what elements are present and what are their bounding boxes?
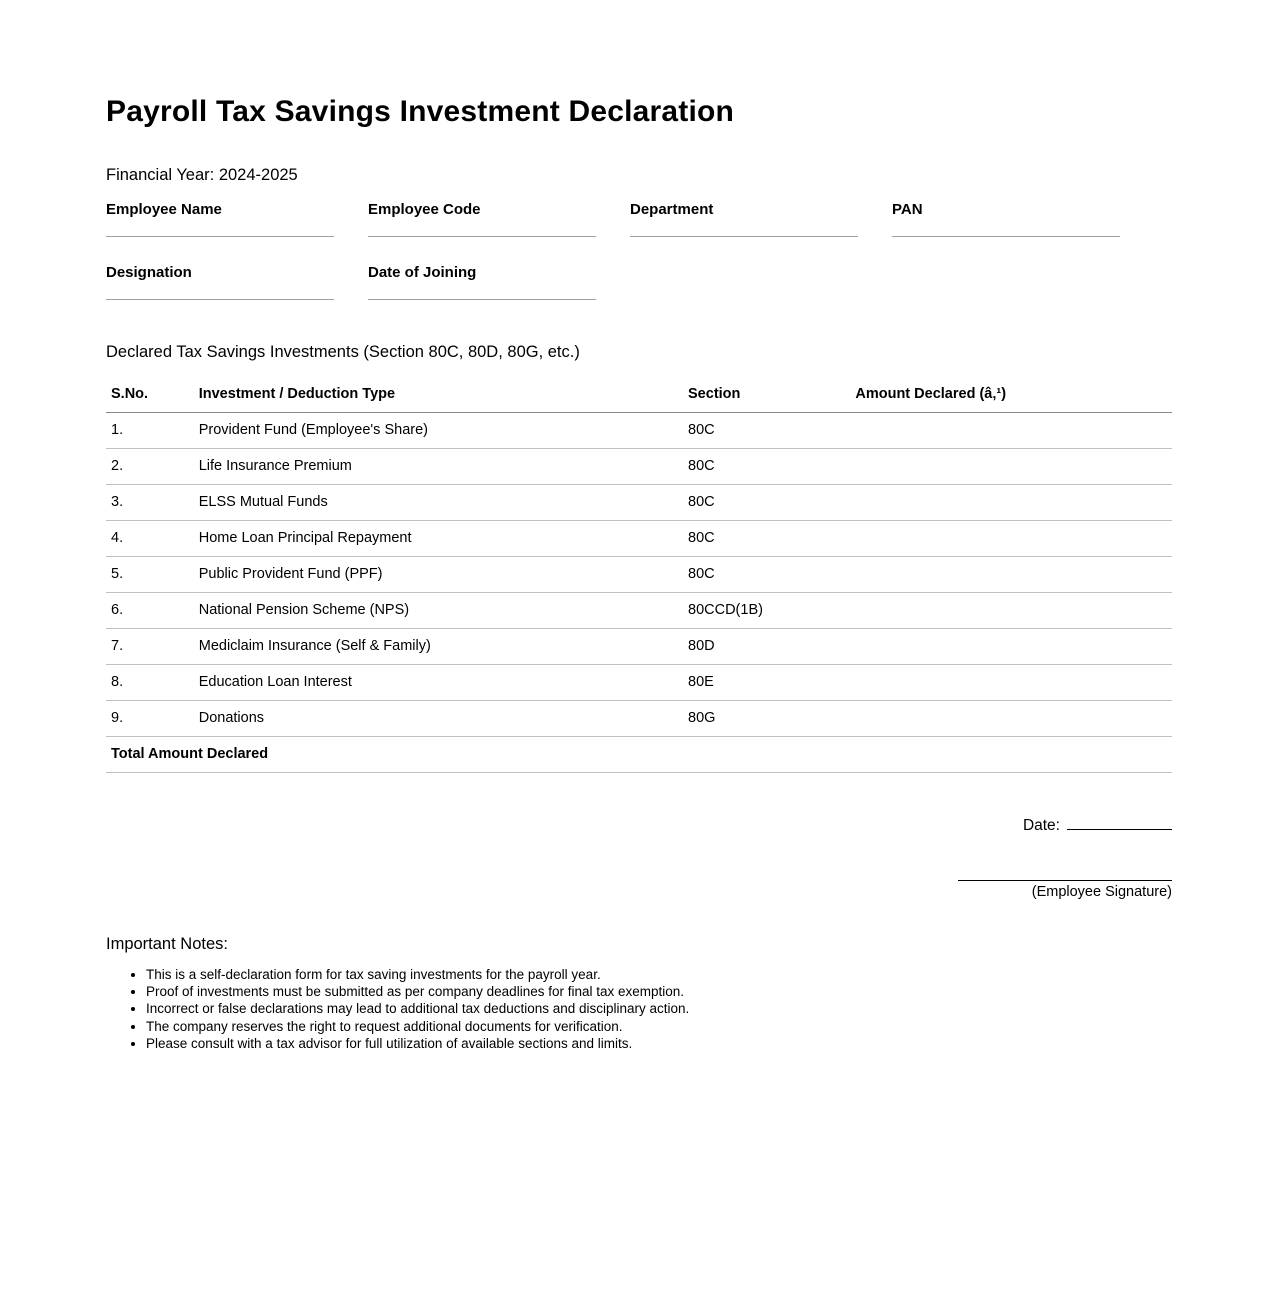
table-row [106, 700, 1172, 736]
table-row [106, 664, 1172, 700]
table-row [106, 592, 1172, 628]
sno-cell: 1. [106, 412, 199, 448]
total-amount-label: Total Amount Declared [106, 736, 1172, 772]
department-blank-line [630, 236, 858, 237]
sno-header: S.No. [106, 379, 199, 413]
section-cell: 80E [688, 664, 855, 700]
sno-cell: 4. [106, 520, 199, 556]
field-designation [106, 264, 334, 300]
table-row [106, 520, 1172, 556]
employee-fields-row-1 [106, 201, 1172, 237]
date-of-joining-blank-line [368, 299, 596, 300]
amount-cell [855, 412, 1172, 448]
date-blank-line [1067, 816, 1172, 830]
table-row [106, 484, 1172, 520]
pan-blank-line [892, 236, 1120, 237]
investment-type-cell: National Pension Scheme (NPS) [199, 592, 688, 628]
employee-code-blank-line [368, 236, 596, 237]
amount-cell [855, 592, 1172, 628]
sno-cell: 8. [106, 664, 199, 700]
amount-cell [855, 484, 1172, 520]
section-cell: 80C [688, 520, 855, 556]
page-title: Payroll Tax Savings Investment Declaration [106, 95, 735, 128]
amount-cell [855, 520, 1172, 556]
declarations-section-heading: Declared Tax Savings Investments (Section 80C, 80D, 80G, etc.) [106, 342, 580, 361]
amount-cell [855, 556, 1172, 592]
section-cell: 80CCD(1B) [688, 592, 855, 628]
investment-type-cell: Home Loan Principal Repayment [199, 520, 688, 556]
investment-type-cell: Provident Fund (Employee's Share) [199, 412, 688, 448]
field-employee-code [368, 201, 596, 237]
amount-cell [855, 664, 1172, 700]
field-department [630, 201, 858, 237]
section-cell: 80C [688, 556, 855, 592]
note-item: • Please consult with a tax advisor for full utilization of available sections and limits. [146, 1035, 1172, 1052]
section-cell: 80C [688, 484, 855, 520]
sno-cell: 9. [106, 700, 199, 736]
declarations-table [106, 379, 1172, 773]
section-cell: 80G [688, 700, 855, 736]
document-content [106, 0, 1172, 1053]
department-label: Department [630, 200, 714, 218]
amount-declared-header: Amount Declared (â‚¹) [855, 379, 1172, 413]
table-row [106, 628, 1172, 664]
designation-blank-line [106, 299, 334, 300]
amount-cell [855, 448, 1172, 484]
sno-cell: 5. [106, 556, 199, 592]
date-label: Date: [1022, 816, 1060, 834]
employee-name-blank-line [106, 236, 334, 237]
important-notes-heading: Important Notes: [106, 934, 228, 953]
investment-type-cell: Donations [199, 700, 688, 736]
table-row [106, 448, 1172, 484]
sno-cell: 6. [106, 592, 199, 628]
employee-signature-label: (Employee Signature) [1031, 883, 1172, 900]
signature-block [958, 880, 1172, 901]
date-row [106, 816, 1172, 835]
sno-cell: 2. [106, 448, 199, 484]
pan-label: PAN [892, 200, 923, 218]
declarations-table-header [106, 379, 1172, 413]
employee-code-label: Employee Code [368, 200, 481, 218]
employee-fields-row-2 [106, 264, 1172, 300]
investment-type-cell: ELSS Mutual Funds [199, 484, 688, 520]
amount-cell [855, 700, 1172, 736]
field-pan [892, 201, 1120, 237]
important-notes-list [106, 966, 1172, 1053]
financial-year-text: Financial Year: 2024-2025 [106, 165, 298, 184]
employee-name-label: Employee Name [106, 200, 222, 218]
section-cell: 80C [688, 448, 855, 484]
investment-type-cell: Education Loan Interest [199, 664, 688, 700]
investment-type-cell: Mediclaim Insurance (Self & Family) [199, 628, 688, 664]
field-employee-name [106, 201, 334, 237]
section-cell: 80D [688, 628, 855, 664]
investment-type-header: Investment / Deduction Type [199, 379, 688, 413]
sno-cell: 3. [106, 484, 199, 520]
note-item: • This is a self-declaration form for tax saving investments for the payroll year. [146, 966, 1172, 983]
note-item: • Incorrect or false declarations may lead to additional tax deductions and disciplinary action. [146, 1000, 1172, 1017]
note-item: • Proof of investments must be submitted as per company deadlines for final tax exemption. [146, 983, 1172, 1000]
sno-cell: 7. [106, 628, 199, 664]
amount-cell [855, 628, 1172, 664]
field-date-of-joining [368, 264, 596, 300]
table-row [106, 556, 1172, 592]
section-header: Section [688, 379, 855, 413]
note-item: • The company reserves the right to request additional documents for verification. [146, 1018, 1172, 1035]
date-of-joining-label: Date of Joining [368, 263, 477, 281]
investment-type-cell: Life Insurance Premium [199, 448, 688, 484]
total-row [106, 736, 1172, 772]
designation-label: Designation [106, 263, 192, 281]
table-row [106, 412, 1172, 448]
investment-type-cell: Public Provident Fund (PPF) [199, 556, 688, 592]
section-cell: 80C [688, 412, 855, 448]
